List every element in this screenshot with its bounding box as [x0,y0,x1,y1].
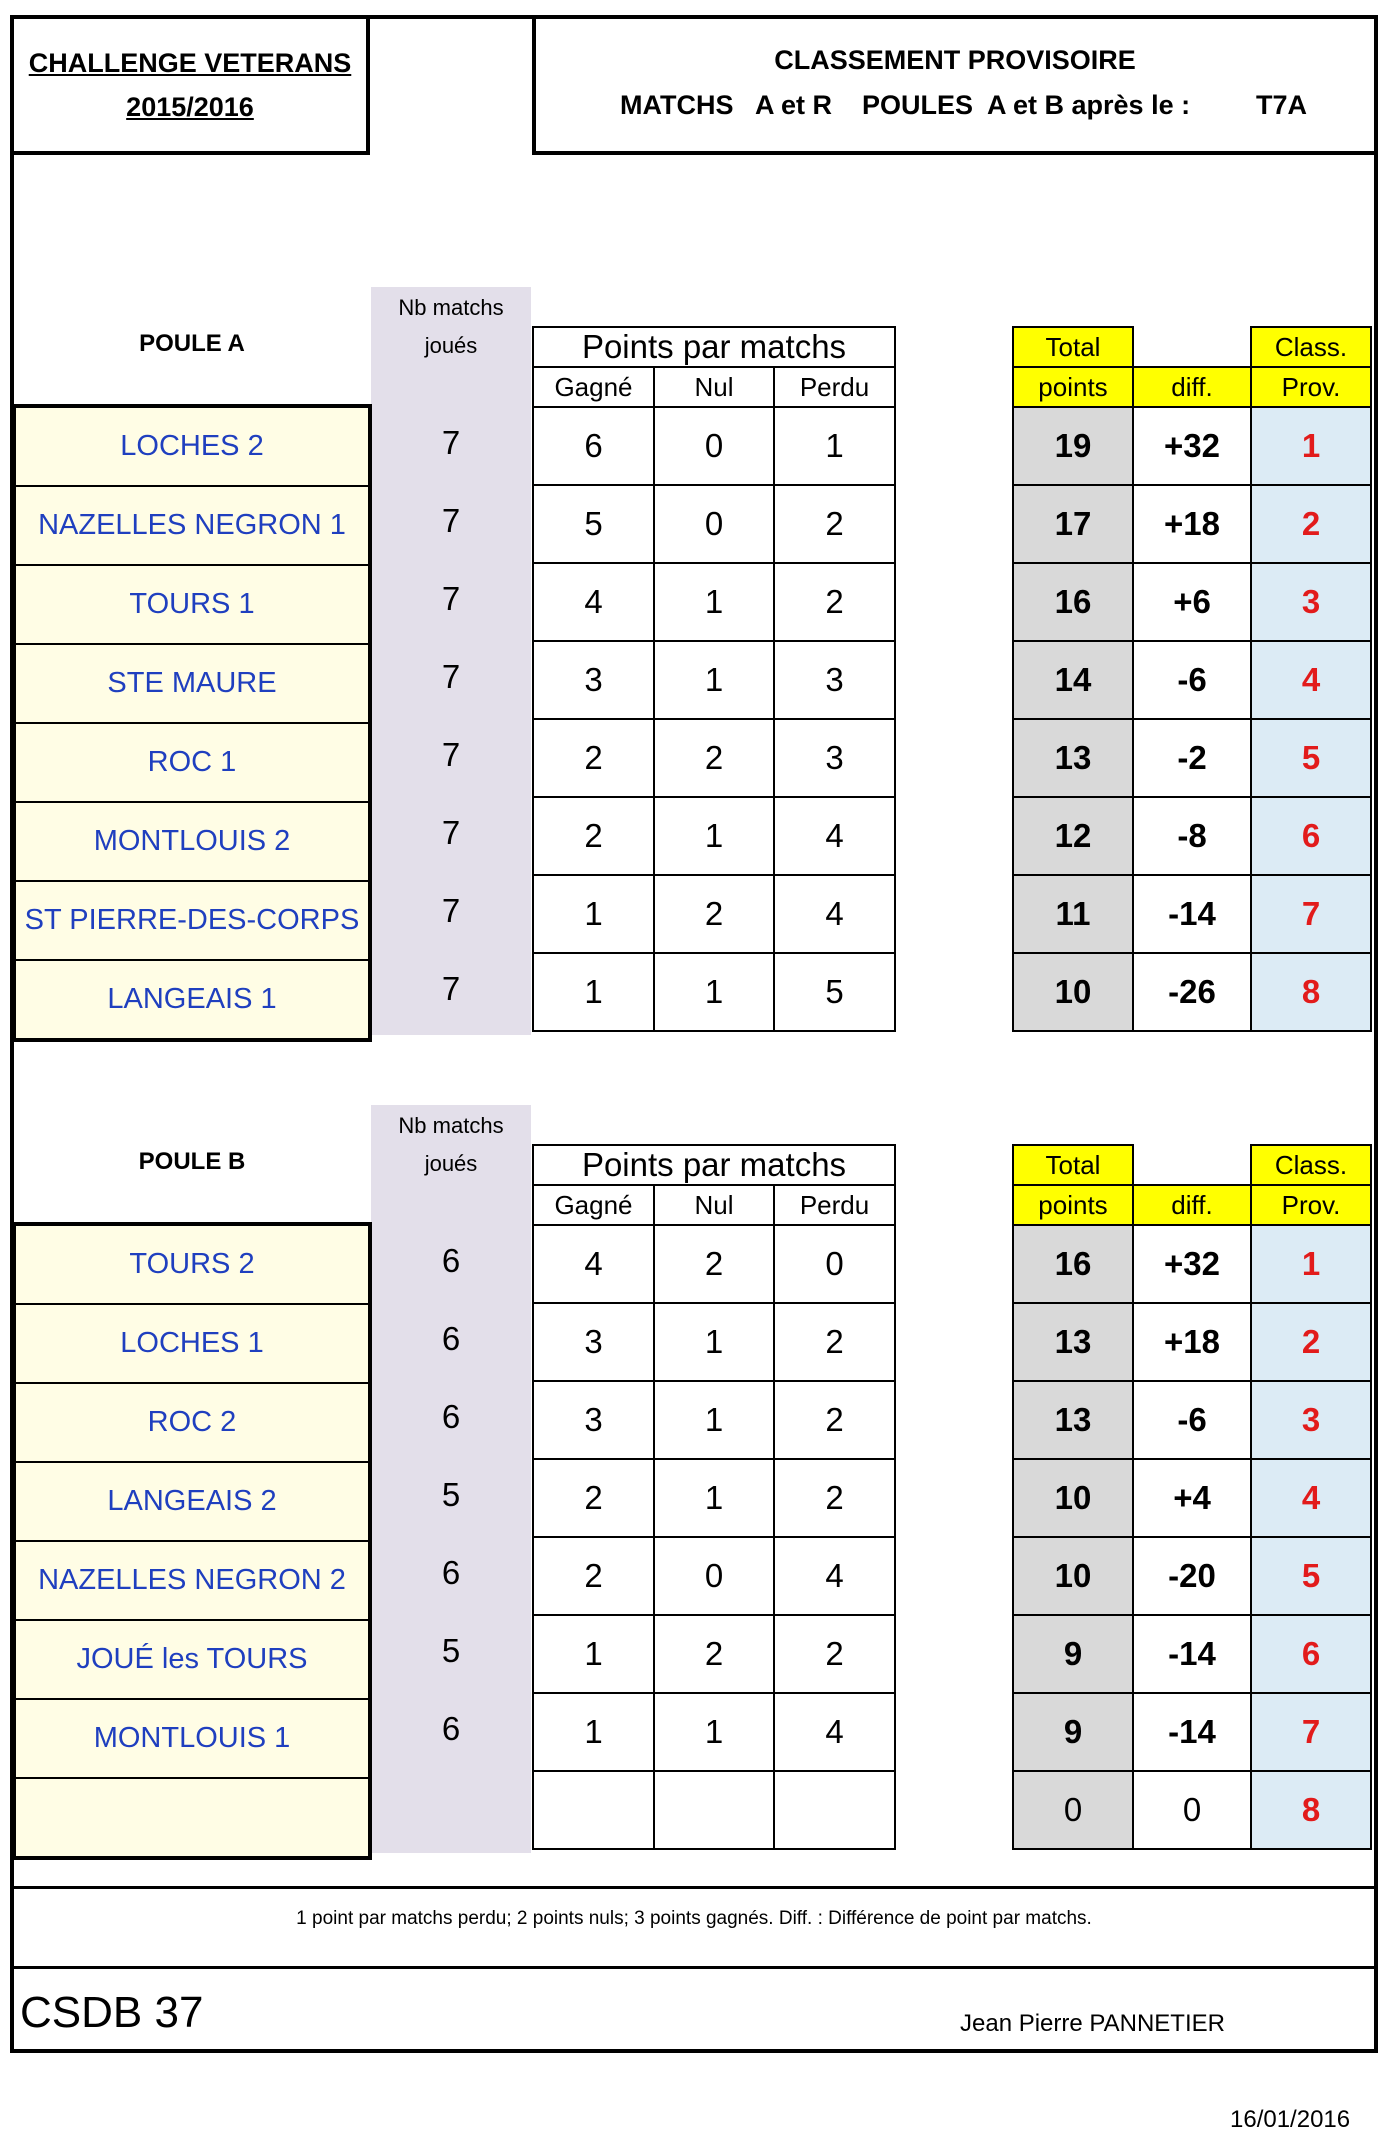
nb-cell: 7 [441,736,461,773]
rank-cell: 8 [1251,953,1371,1031]
gagne-cell [533,1771,654,1849]
rank-cell: 5 [1251,1537,1371,1615]
perdu-cell: 5 [774,953,895,1031]
diff-cell: +18 [1133,485,1251,563]
table-row [14,1224,370,1304]
diff-cell: -14 [1133,875,1251,953]
total-cell: 19 [1013,407,1133,485]
team-name: LANGEAIS 2 [14,1462,370,1541]
matchs-line: MATCHS A et R POULES A et B après le : [620,90,1191,120]
table-row [14,565,370,644]
diff-cell: +6 [1133,563,1251,641]
poule-b-nb-header [371,1105,531,1183]
nul-cell: 0 [654,1537,774,1615]
team-name [14,1778,370,1858]
team-name: NAZELLES NEGRON 2 [14,1541,370,1620]
diff-cell: -20 [1133,1537,1251,1615]
gagne-cell: 2 [533,719,654,797]
total-cell: 10 [1013,1459,1133,1537]
nul-cell: 2 [654,719,774,797]
table-row [533,1615,895,1693]
table-row [1013,1303,1371,1381]
table-row [14,723,370,802]
perdu-header: Perdu [774,1185,895,1225]
table-row [1013,407,1371,485]
nb-cell: 7 [441,892,461,929]
points-par-matchs-header: Points par matchs [533,1145,895,1185]
perdu-cell: 3 [774,641,895,719]
table-row [14,960,370,1040]
nb-cell: 7 [441,814,461,851]
perdu-header: Perdu [774,367,895,407]
team-name: TOURS 1 [14,565,370,644]
gagne-cell: 1 [533,953,654,1031]
poule-b-teams-table [12,1222,372,1860]
table-row [533,641,895,719]
diff-header: diff. [1133,1185,1251,1225]
table-row [14,802,370,881]
team-name: ROC 2 [14,1383,370,1462]
rank-cell: 5 [1251,719,1371,797]
table-row [533,563,895,641]
gagne-header: Gagné [533,367,654,407]
gagne-cell: 2 [533,1459,654,1537]
table-row [1013,1771,1371,1849]
rank-cell: 3 [1251,1381,1371,1459]
table-row [1013,641,1371,719]
poule-b-label: POULE B [138,1148,246,1175]
table-row [1013,797,1371,875]
table-row [1013,1381,1371,1459]
rank-cell: 3 [1251,563,1371,641]
perdu-cell: 2 [774,1615,895,1693]
total-cell: 10 [1013,953,1133,1031]
diff-cell: -8 [1133,797,1251,875]
total-cell: 16 [1013,563,1133,641]
nul-cell: 1 [654,641,774,719]
rank-cell: 2 [1251,1303,1371,1381]
gagne-cell: 4 [533,1225,654,1303]
diff-cell: +32 [1133,407,1251,485]
team-name: LOCHES 1 [14,1304,370,1383]
table-row [14,1462,370,1541]
poule-a-teams-table [12,404,372,1042]
poule-a-label: POULE A [139,330,245,357]
diff-cell: +18 [1133,1303,1251,1381]
table-row [1013,1693,1371,1771]
prov-header: Prov. [1251,1185,1371,1225]
perdu-cell: 0 [774,1225,895,1303]
team-name: ROC 1 [14,723,370,802]
poule-a-score-table [1012,326,1372,1032]
table-row [1013,1537,1371,1615]
team-name: STE MAURE [14,644,370,723]
nb-cell [371,1768,531,1846]
diff-header-blank [1133,1145,1251,1185]
joues-label: joués [424,333,478,358]
nb-cell: 7 [441,658,461,695]
class-header: Class. [1251,327,1371,367]
total-cell: 14 [1013,641,1133,719]
nb-cell: 7 [441,424,461,461]
table-row [14,644,370,723]
diff-cell: -6 [1133,641,1251,719]
table-row [533,1303,895,1381]
nb-cell: 6 [441,1554,461,1591]
nul-cell: 1 [654,1381,774,1459]
nul-cell: 0 [654,407,774,485]
poule-a-nb-values [371,404,531,1028]
team-name: MONTLOUIS 1 [14,1699,370,1778]
table-row [533,953,895,1031]
perdu-cell: 4 [774,1537,895,1615]
nul-cell: 1 [654,953,774,1031]
gagne-cell: 1 [533,1615,654,1693]
gagne-header: Gagné [533,1185,654,1225]
diff-cell: -14 [1133,1693,1251,1771]
rank-cell: 6 [1251,1615,1371,1693]
nb-matchs-label: Nb matchs [398,1113,504,1138]
gagne-cell: 3 [533,1303,654,1381]
table-row [14,1620,370,1699]
nul-cell: 1 [654,1693,774,1771]
total-cell: 16 [1013,1225,1133,1303]
total-cell: 13 [1013,719,1133,797]
total-cell: 17 [1013,485,1133,563]
perdu-cell: 4 [774,875,895,953]
nb-cell: 6 [441,1320,461,1357]
nb-cell: 7 [441,580,461,617]
nb-cell: 5 [441,1476,461,1513]
poule-b-nb-column [371,1105,531,1853]
nul-header: Nul [654,1185,774,1225]
diff-header-blank [1133,327,1251,367]
perdu-cell [774,1771,895,1849]
nul-cell: 1 [654,1303,774,1381]
team-name: JOUÉ les TOURS [14,1620,370,1699]
perdu-cell: 2 [774,1381,895,1459]
rank-cell: 1 [1251,1225,1371,1303]
perdu-cell: 4 [774,797,895,875]
total-cell: 12 [1013,797,1133,875]
nb-cell: 7 [441,502,461,539]
perdu-cell: 4 [774,1693,895,1771]
nb-cell: 6 [441,1242,461,1279]
diff-cell: -26 [1133,953,1251,1031]
gagne-cell: 1 [533,1693,654,1771]
total-header: Total [1013,1145,1133,1185]
challenge-title-box [10,15,370,155]
rank-cell: 6 [1251,797,1371,875]
document-date: 16/01/2016 [1230,2106,1351,2133]
class-header: Class. [1251,1145,1371,1185]
table-row [1013,1225,1371,1303]
table-row [14,486,370,565]
table-row [14,1304,370,1383]
total-cell: 13 [1013,1381,1133,1459]
rank-cell: 7 [1251,875,1371,953]
gagne-cell: 3 [533,641,654,719]
perdu-cell: 2 [774,1459,895,1537]
rank-cell: 2 [1251,485,1371,563]
nul-cell: 0 [654,485,774,563]
table-row [14,1778,370,1858]
total-header: Total [1013,327,1133,367]
team-name: ST PIERRE-DES-CORPS [14,881,370,960]
poule-b-nb-values [371,1222,531,1846]
gagne-cell: 4 [533,563,654,641]
points-header: points [1013,1185,1133,1225]
table-row [533,1225,895,1303]
table-row [14,406,370,486]
table-row [1013,485,1371,563]
table-row [1013,875,1371,953]
stage-label: T7A [1256,90,1308,120]
table-row [533,1771,895,1849]
team-name: NAZELLES NEGRON 1 [14,486,370,565]
nb-cell: 7 [441,970,461,1007]
team-name: TOURS 2 [14,1224,370,1304]
total-cell: 13 [1013,1303,1133,1381]
table-row [533,719,895,797]
table-row [14,1541,370,1620]
poule-a-points-table [532,326,896,1032]
prov-header: Prov. [1251,367,1371,407]
gagne-cell: 2 [533,1537,654,1615]
diff-cell: 0 [1133,1771,1251,1849]
total-cell: 9 [1013,1615,1133,1693]
perdu-cell: 2 [774,563,895,641]
gagne-cell: 6 [533,407,654,485]
table-row [1013,953,1371,1031]
points-par-matchs-header: Points par matchs [533,327,895,367]
poule-b-score-table [1012,1144,1372,1850]
nb-matchs-label: Nb matchs [398,295,504,320]
total-cell: 10 [1013,1537,1133,1615]
table-row [14,1383,370,1462]
table-row [533,1537,895,1615]
footer-divider-top [10,1886,1378,1889]
nul-cell [654,1771,774,1849]
diff-cell: -14 [1133,1615,1251,1693]
author-name: Jean Pierre PANNETIER [960,2010,1225,2037]
rank-cell: 4 [1251,1459,1371,1537]
gagne-cell: 2 [533,797,654,875]
nul-cell: 1 [654,797,774,875]
nul-cell: 2 [654,1225,774,1303]
diff-header: diff. [1133,367,1251,407]
joues-label: joués [424,1151,478,1176]
table-row [1013,563,1371,641]
gagne-cell: 3 [533,1381,654,1459]
table-row [1013,1459,1371,1537]
team-name: LANGEAIS 1 [14,960,370,1040]
table-row [533,1693,895,1771]
nb-cell: 5 [441,1632,461,1669]
nb-cell: 6 [441,1398,461,1435]
footer-divider-bottom [10,1966,1378,1969]
season: 2015/2016 [126,92,254,122]
table-row [533,875,895,953]
perdu-cell: 3 [774,719,895,797]
nb-cell: 6 [441,1710,461,1747]
perdu-cell: 2 [774,1303,895,1381]
perdu-cell: 2 [774,485,895,563]
gagne-cell: 1 [533,875,654,953]
points-header: points [1013,367,1133,407]
table-row [533,1381,895,1459]
table-row [533,485,895,563]
poule-a-nb-header [371,287,531,365]
diff-cell: -6 [1133,1381,1251,1459]
team-name: MONTLOUIS 2 [14,802,370,881]
poule-b-points-table [532,1144,896,1850]
table-row [533,1459,895,1537]
diff-cell: -2 [1133,719,1251,797]
nul-cell: 1 [654,1459,774,1537]
nul-header: Nul [654,367,774,407]
nul-cell: 2 [654,875,774,953]
table-row [533,797,895,875]
perdu-cell: 1 [774,407,895,485]
rank-cell: 8 [1251,1771,1371,1849]
table-row [1013,1615,1371,1693]
rank-cell: 1 [1251,407,1371,485]
total-cell: 0 [1013,1771,1133,1849]
classement-title: CLASSEMENT PROVISOIRE [774,45,1136,75]
nul-cell: 1 [654,563,774,641]
classement-title-box [532,15,1378,155]
table-row [14,881,370,960]
team-name: LOCHES 2 [14,406,370,486]
table-row [533,407,895,485]
organization-label: CSDB 37 [20,1988,204,2037]
challenge-title: CHALLENGE VETERANS [28,48,352,78]
rank-cell: 7 [1251,1693,1371,1771]
table-row [14,1699,370,1778]
diff-cell: +32 [1133,1225,1251,1303]
total-cell: 11 [1013,875,1133,953]
table-row [1013,719,1371,797]
poule-a-nb-column [371,287,531,1035]
scoring-note: 1 point par matchs perdu; 2 points nuls; 3 points gagnés. Diff. : Différence de point par matchs. [296,1908,1092,1929]
rank-cell: 4 [1251,641,1371,719]
gagne-cell: 5 [533,485,654,563]
nul-cell: 2 [654,1615,774,1693]
diff-cell: +4 [1133,1459,1251,1537]
total-cell: 9 [1013,1693,1133,1771]
